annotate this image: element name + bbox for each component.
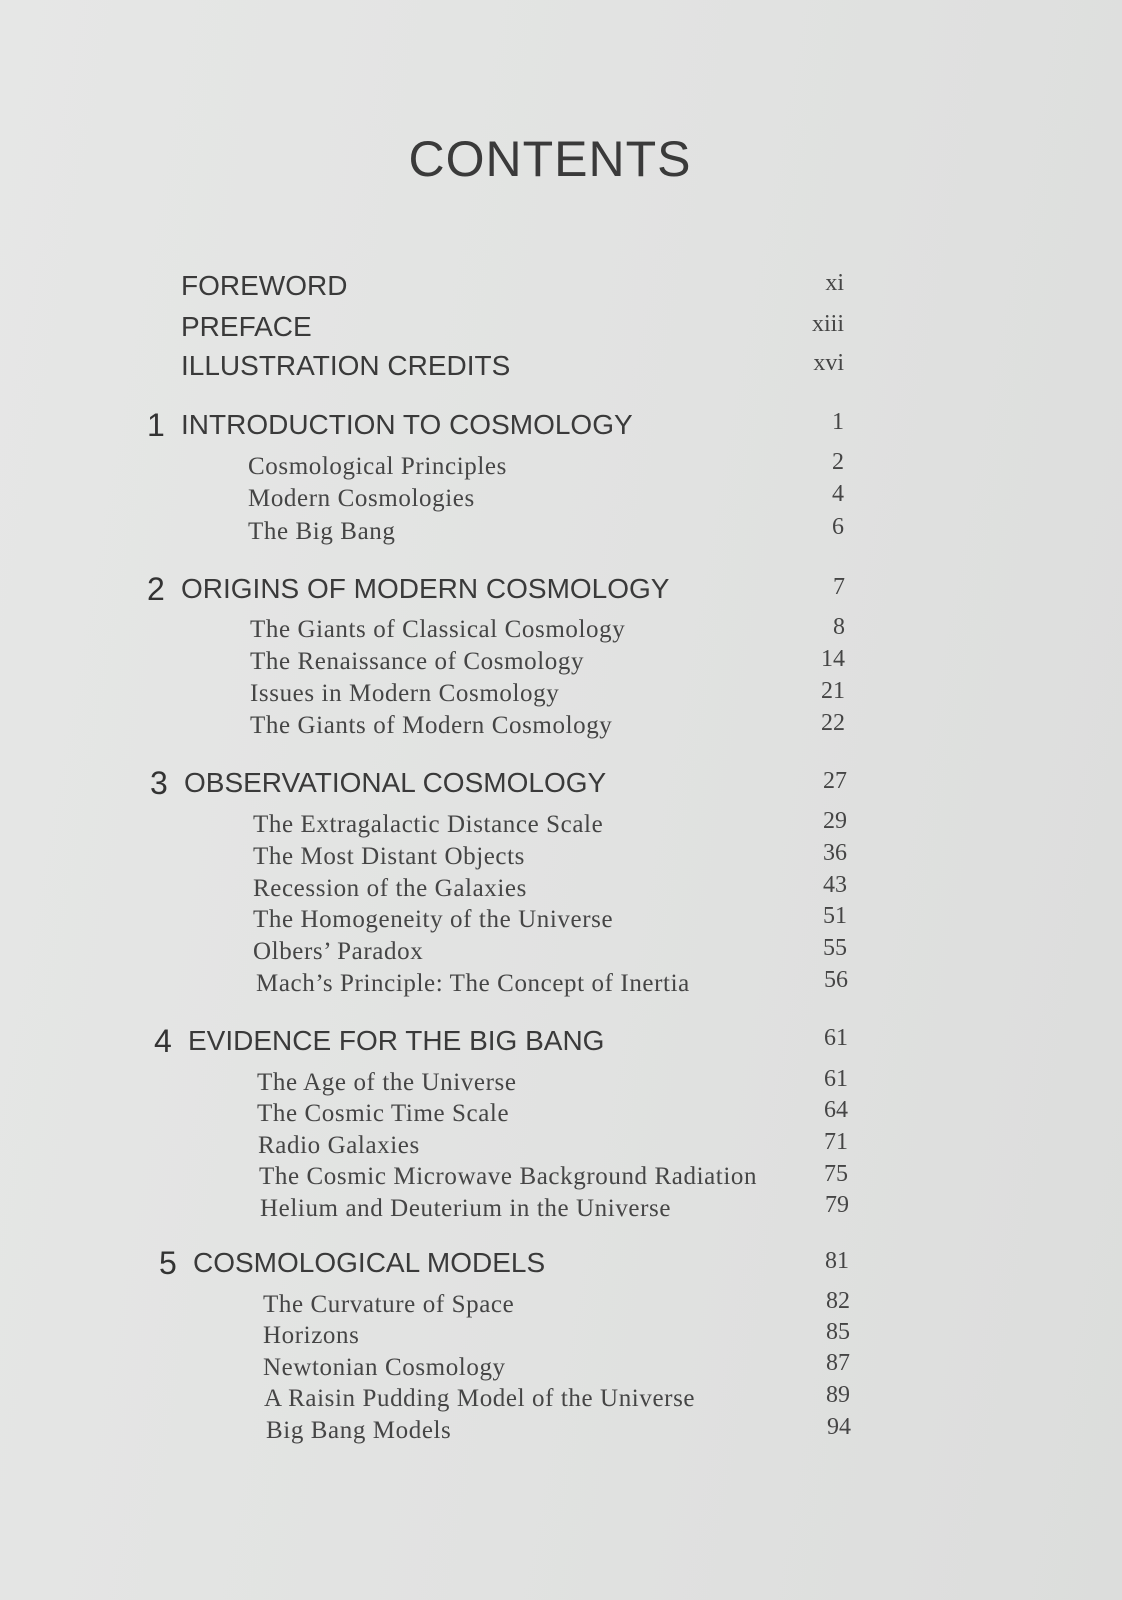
- toc-chapter-1: [147, 407, 767, 441]
- chapter-title: EVIDENCE FOR THE BIG BANG: [188, 1025, 605, 1056]
- toc-section: The Homogeneity of the Universe: [253, 906, 614, 933]
- section-page: 71: [824, 1129, 848, 1155]
- toc-front-label: PREFACE: [181, 311, 312, 342]
- toc-front-label: ILLUSTRATION CREDITS: [181, 350, 511, 381]
- section-page: 43: [823, 872, 847, 898]
- section-page: 22: [821, 710, 845, 736]
- section-page: 2: [832, 449, 844, 475]
- toc-front-preface: [181, 311, 312, 345]
- chapter-title: COSMOLOGICAL MODELS: [193, 1247, 546, 1278]
- section-page: 89: [826, 1382, 850, 1408]
- toc-section: Radio Galaxies: [258, 1132, 420, 1159]
- chapter-title: INTRODUCTION TO COSMOLOGY: [181, 409, 633, 440]
- toc-front-foreword: [181, 270, 347, 304]
- chapter-page: 81: [825, 1248, 849, 1274]
- chapter-title: OBSERVATIONAL COSMOLOGY: [184, 767, 607, 798]
- section-page: 85: [826, 1319, 850, 1345]
- section-page: 55: [823, 935, 847, 961]
- section-page: 82: [826, 1288, 850, 1314]
- section-page: 21: [821, 678, 845, 704]
- section-page: 51: [823, 903, 847, 929]
- chapter-number: 5: [159, 1245, 177, 1281]
- chapter-page: 61: [824, 1025, 848, 1051]
- section-page: 6: [832, 514, 844, 540]
- toc-chapter-3: [150, 765, 770, 799]
- section-page: 79: [825, 1192, 849, 1218]
- toc-front-label: FOREWORD: [181, 270, 348, 301]
- toc-section: Helium and Deuterium in the Universe: [260, 1195, 672, 1222]
- section-page: 75: [824, 1161, 848, 1187]
- section-page: 36: [823, 840, 847, 866]
- toc-section: The Renaissance of Cosmology: [250, 648, 585, 675]
- chapter-page: 1: [832, 409, 844, 435]
- toc-section: The Extragalactic Distance Scale: [253, 811, 604, 838]
- section-page: 4: [832, 481, 844, 507]
- toc-section: Newtonian Cosmology: [263, 1354, 506, 1381]
- toc-section: The Cosmic Time Scale: [257, 1100, 510, 1127]
- chapter-number: 3: [150, 765, 168, 801]
- chapter-page: 27: [823, 768, 847, 794]
- toc-front-page: xvi: [813, 350, 844, 376]
- chapter-page: 7: [833, 574, 845, 600]
- toc-section: The Giants of Modern Cosmology: [250, 712, 613, 739]
- toc-chapter-5: [159, 1245, 779, 1279]
- section-page: 29: [823, 808, 847, 834]
- section-page: 14: [821, 646, 845, 672]
- chapter-number: 2: [147, 571, 165, 607]
- toc-section: Cosmological Principles: [248, 453, 507, 480]
- toc-section: Horizons: [263, 1322, 360, 1349]
- section-page: 94: [827, 1414, 851, 1440]
- chapter-number: 4: [154, 1023, 172, 1059]
- toc-section: The Curvature of Space: [263, 1291, 515, 1318]
- section-page: 56: [824, 967, 848, 993]
- toc-chapter-4: [154, 1023, 774, 1057]
- toc-section: The Age of the Universe: [257, 1069, 517, 1096]
- page-title: CONTENTS: [408, 131, 692, 187]
- toc-section: Mach’s Principle: The Concept of Inertia: [256, 970, 690, 997]
- section-page: 64: [824, 1097, 848, 1123]
- toc-front-page: xi: [825, 270, 844, 296]
- toc-section: Big Bang Models: [266, 1417, 452, 1444]
- toc-front-illustration-credits: [181, 350, 510, 384]
- toc-section: Recession of the Galaxies: [253, 875, 527, 902]
- toc-section: The Big Bang: [248, 518, 396, 545]
- section-page: 8: [833, 614, 845, 640]
- toc-front-page: xiii: [811, 311, 844, 337]
- chapter-number: 1: [147, 407, 165, 443]
- toc-section: Olbers’ Paradox: [253, 938, 424, 965]
- toc-chapter-2: [147, 571, 767, 605]
- toc-section: Issues in Modern Cosmology: [250, 680, 560, 707]
- chapter-title: ORIGINS OF MODERN COSMOLOGY: [181, 573, 670, 604]
- section-page: 87: [826, 1350, 850, 1376]
- toc-section: Modern Cosmologies: [248, 485, 475, 512]
- toc-section: The Most Distant Objects: [253, 843, 526, 870]
- toc-section: A Raisin Pudding Model of the Universe: [264, 1385, 696, 1412]
- section-page: 61: [824, 1066, 848, 1092]
- toc-section: The Giants of Classical Cosmology: [250, 616, 626, 643]
- toc-section: The Cosmic Microwave Background Radiation: [259, 1163, 758, 1190]
